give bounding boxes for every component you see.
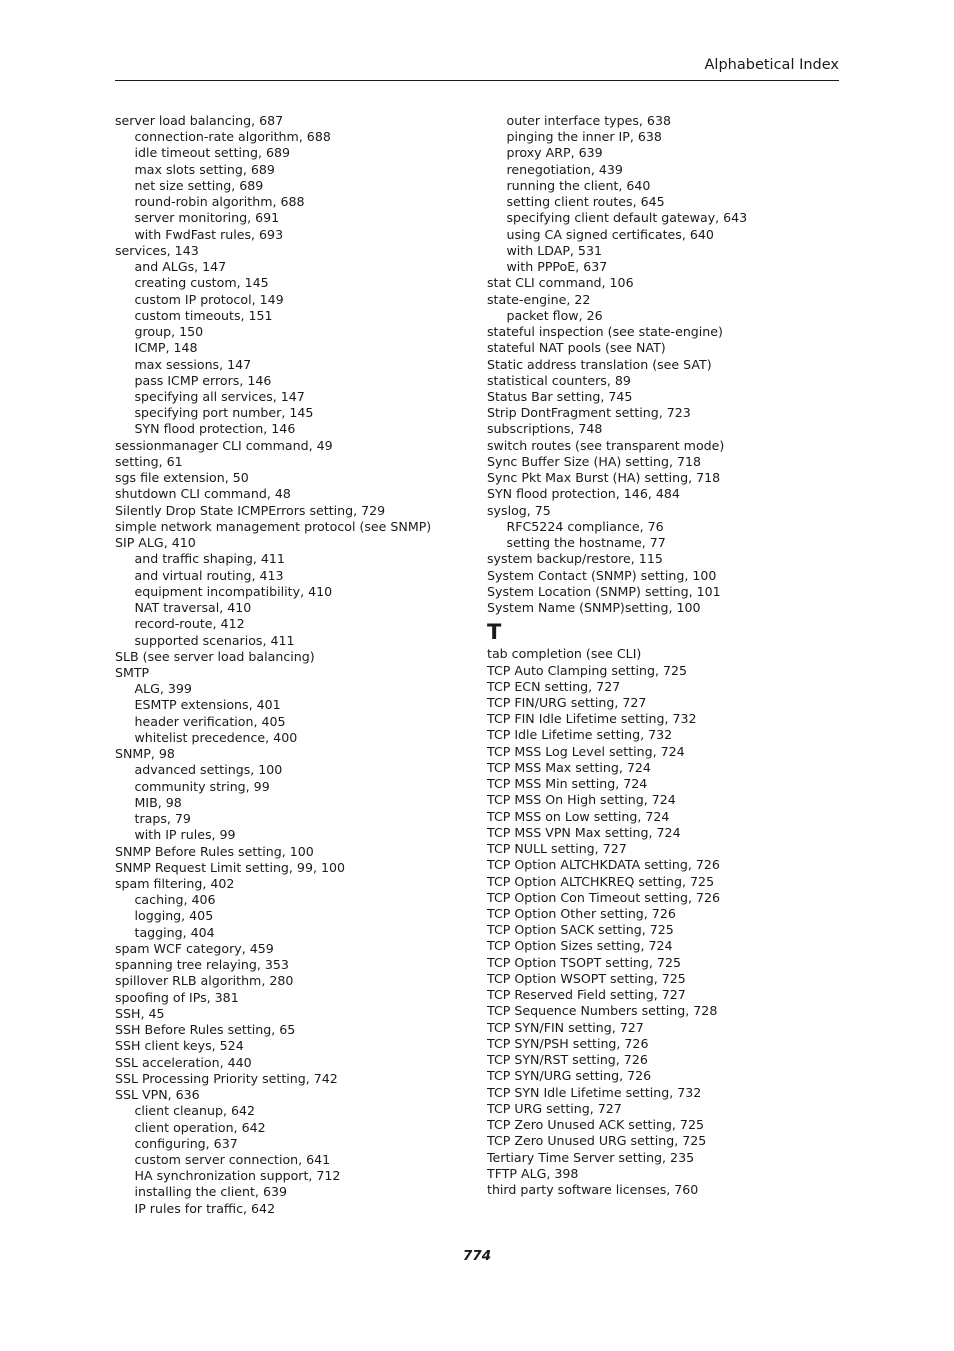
index-entry: Tertiary Time Server setting, 235 <box>487 1149 695 1165</box>
index-subentry: MIB, 98 <box>134 794 182 810</box>
index-subentry: and virtual routing, 413 <box>134 567 284 583</box>
index-entry: TCP Zero Unused ACK setting, 725 <box>487 1117 704 1133</box>
index-entry: SNMP Request Limit setting, 99, 100 <box>115 859 345 875</box>
index-entry: spam WCF category, 459 <box>115 940 274 956</box>
index-entry: TCP Option Con Timeout setting, 726 <box>487 889 721 905</box>
index-entry: TCP SYN/RST setting, 726 <box>487 1052 648 1068</box>
index-entry: SNMP, 98 <box>115 746 175 762</box>
index-entry: third party software licenses, 760 <box>487 1182 699 1197</box>
index-subentry: ALG, 399 <box>134 681 192 697</box>
index-entries-s-continued <box>487 113 839 616</box>
index-subentry: specifying all services, 147 <box>134 388 305 404</box>
index-entry: TCP MSS On High setting, 724 <box>487 792 676 808</box>
index-subentry: specifying client default gateway, 643 <box>506 210 748 226</box>
index-entry: TCP MSS Max setting, 724 <box>487 759 651 775</box>
index-entry: TCP Idle Lifetime setting, 732 <box>487 727 673 743</box>
index-subentry: setting client routes, 645 <box>506 194 665 210</box>
index-subentry: with IP rules, 99 <box>134 827 236 843</box>
index-entry: TCP Sequence Numbers setting, 728 <box>487 1003 718 1019</box>
index-subentry: tagging, 404 <box>134 924 215 940</box>
index-entry: TCP Option WSOPT setting, 725 <box>487 970 686 986</box>
index-entry: Static address translation (see SAT) <box>487 356 712 372</box>
index-subentry: equipment incompatibility, 410 <box>134 583 333 599</box>
index-subentry: specifying port number, 145 <box>134 405 314 421</box>
index-entry: setting, 61 <box>115 453 183 469</box>
index-subentry: with LDAP, 531 <box>506 242 602 258</box>
index-subentry: header verification, 405 <box>134 713 286 729</box>
page-header-title: Alphabetical Index <box>704 57 839 73</box>
index-entry: SSH Before Rules setting, 65 <box>115 1022 296 1038</box>
index-entry: SYN flood protection, 146, 484 <box>487 486 680 502</box>
index-entry: TCP MSS on Low setting, 724 <box>487 808 670 824</box>
index-subentry: record-route, 412 <box>134 616 245 632</box>
index-entry: Strip DontFragment setting, 723 <box>487 405 691 421</box>
index-entry: shutdown CLI command, 48 <box>115 486 291 502</box>
index-entry: TCP SYN/PSH setting, 726 <box>487 1035 649 1051</box>
index-column-left <box>115 113 465 1217</box>
index-entry: SNMP Before Rules setting, 100 <box>115 843 314 859</box>
index-entry: SLB (see server load balancing) <box>115 648 315 664</box>
index-subentry: supported scenarios, 411 <box>134 632 295 648</box>
index-entry: System Name (SNMP)setting, 100 <box>487 600 701 616</box>
index-entry: services, 143 <box>115 242 199 258</box>
index-entry: TCP SYN Idle Lifetime setting, 732 <box>487 1084 702 1100</box>
index-subentry: ESMTP extensions, 401 <box>134 697 281 713</box>
index-subentry: using CA signed certificates, 640 <box>506 226 714 242</box>
index-entry: tab completion (see CLI) <box>487 646 642 662</box>
index-entry: switch routes (see transparent mode) <box>487 437 725 453</box>
index-entry: statistical counters, 89 <box>487 372 631 388</box>
index-entry: TCP MSS VPN Max setting, 724 <box>487 824 681 840</box>
index-subentry: logging, 405 <box>134 908 214 924</box>
index-entry: TCP Option ALTCHKREQ setting, 725 <box>487 873 715 889</box>
index-subentry: custom timeouts, 151 <box>134 307 273 323</box>
index-entry: TCP FIN Idle Lifetime setting, 732 <box>487 711 697 727</box>
index-subentry: SYN flood protection, 146 <box>134 421 296 437</box>
index-subentry: RFC5224 compliance, 76 <box>506 518 664 534</box>
index-entry: TCP Option ALTCHKDATA setting, 726 <box>487 857 720 873</box>
index-subentry: traps, 79 <box>134 811 191 827</box>
index-subentry: pinging the inner IP, 638 <box>506 129 662 145</box>
index-entry: SSH, 45 <box>115 1005 165 1021</box>
index-entry: stat CLI command, 106 <box>487 275 634 291</box>
index-subentry: and ALGs, 147 <box>134 259 227 275</box>
index-subentry: max sessions, 147 <box>134 356 252 372</box>
index-entry: SIP ALG, 410 <box>115 535 196 551</box>
index-entry: spam filtering, 402 <box>115 876 235 892</box>
index-subentry: round-robin algorithm, 688 <box>134 194 305 210</box>
index-subentry: group, 150 <box>134 324 204 340</box>
index-entry: TFTP ALG, 398 <box>487 1165 579 1181</box>
index-entry: spillover RLB algorithm, 280 <box>115 973 294 989</box>
index-entry: TCP Auto Clamping setting, 725 <box>487 662 688 678</box>
index-subentry: connection-rate algorithm, 688 <box>134 129 331 145</box>
index-entry: stateful inspection (see state-engine) <box>487 324 723 340</box>
index-column-right <box>487 113 839 1198</box>
index-subentry: custom IP protocol, 149 <box>134 291 284 307</box>
section-letter-heading: T <box>487 620 502 645</box>
index-entry: TCP MSS Min setting, 724 <box>487 776 648 792</box>
index-entry: Silently Drop State ICMPErrors setting, 729 <box>115 502 386 518</box>
index-subentry: setting the hostname, 77 <box>506 535 666 551</box>
index-subentry: caching, 406 <box>134 892 216 908</box>
index-entry: subscriptions, 748 <box>487 421 603 437</box>
index-subentry: with PPPoE, 637 <box>506 259 608 275</box>
index-entry: server load balancing, 687 <box>115 113 284 128</box>
index-subentry: net size setting, 689 <box>134 177 264 193</box>
page-number: 774 <box>462 1248 492 1264</box>
index-entry: state-engine, 22 <box>487 291 591 307</box>
index-subentry: installing the client, 639 <box>134 1184 287 1200</box>
index-entry: SSL Processing Priority setting, 742 <box>115 1070 338 1086</box>
index-entry: spoofing of IPs, 381 <box>115 989 239 1005</box>
index-entry: sessionmanager CLI command, 49 <box>115 437 333 453</box>
index-entry: TCP ECN setting, 727 <box>487 678 621 694</box>
index-subentry: community string, 99 <box>134 778 270 794</box>
index-entry: system backup/restore, 115 <box>487 551 663 567</box>
index-subentry: ICMP, 148 <box>134 340 198 356</box>
index-subentry: creating custom, 145 <box>134 275 269 291</box>
index-subentry: IP rules for traffic, 642 <box>134 1200 276 1216</box>
index-subentry: HA synchronization support, 712 <box>134 1168 341 1184</box>
index-subentry: whitelist precedence, 400 <box>134 729 298 745</box>
index-entry: TCP MSS Log Level setting, 724 <box>487 743 685 759</box>
index-entry: syslog, 75 <box>487 502 551 518</box>
index-entry: TCP Zero Unused URG setting, 725 <box>487 1133 707 1149</box>
index-entry: Sync Buffer Size (HA) setting, 718 <box>487 453 702 469</box>
index-subentry: client cleanup, 642 <box>134 1103 255 1119</box>
index-entry: TCP SYN/FIN setting, 727 <box>487 1019 644 1035</box>
index-entry: SSL acceleration, 440 <box>115 1054 252 1070</box>
index-entry: Sync Pkt Max Burst (HA) setting, 718 <box>487 470 721 486</box>
index-entry: SSH client keys, 524 <box>115 1038 244 1054</box>
index-subentry: running the client, 640 <box>506 177 651 193</box>
index-subentry: max slots setting, 689 <box>134 161 275 177</box>
header-divider <box>115 80 839 81</box>
index-subentry: proxy ARP, 639 <box>506 145 603 161</box>
index-entry: TCP Option Sizes setting, 724 <box>487 938 673 954</box>
index-entry: TCP Option Other setting, 726 <box>487 906 676 922</box>
index-subentry: NAT traversal, 410 <box>134 600 252 616</box>
index-subentry: outer interface types, 638 <box>506 113 671 128</box>
index-subentry: client operation, 642 <box>134 1119 266 1135</box>
index-subentry: configuring, 637 <box>134 1135 238 1151</box>
index-entry: TCP URG setting, 727 <box>487 1100 622 1116</box>
index-subentry: server monitoring, 691 <box>134 210 280 226</box>
index-entry: Status Bar setting, 745 <box>487 388 633 404</box>
index-entry: TCP Option TSOPT setting, 725 <box>487 954 681 970</box>
index-entry: System Location (SNMP) setting, 101 <box>487 583 721 599</box>
index-entry: SMTP <box>115 664 150 680</box>
index-entry: TCP Reserved Field setting, 727 <box>487 987 686 1003</box>
index-subentry: renegotiation, 439 <box>506 161 623 177</box>
index-entry: System Contact (SNMP) setting, 100 <box>487 567 717 583</box>
index-entry: TCP NULL setting, 727 <box>487 841 627 857</box>
index-subentry: pass ICMP errors, 146 <box>134 372 272 388</box>
index-entries-t <box>487 646 839 1198</box>
index-subentry: advanced settings, 100 <box>134 762 283 778</box>
index-entry: TCP SYN/URG setting, 726 <box>487 1068 652 1084</box>
index-subentry: and traffic shaping, 411 <box>134 551 285 567</box>
index-entry: simple network management protocol (see SNMP) <box>115 518 432 534</box>
index-entry: spanning tree relaying, 353 <box>115 957 289 973</box>
index-subentry: idle timeout setting, 689 <box>134 145 291 161</box>
index-entry: SSL VPN, 636 <box>115 1087 200 1103</box>
index-entry: stateful NAT pools (see NAT) <box>487 340 666 356</box>
index-entry: TCP FIN/URG setting, 727 <box>487 694 647 710</box>
index-subentry: custom server connection, 641 <box>134 1152 331 1167</box>
index-subentry: packet flow, 26 <box>506 307 603 323</box>
index-entry: sgs file extension, 50 <box>115 470 249 486</box>
index-subentry: with FwdFast rules, 693 <box>134 226 284 242</box>
index-entry: TCP Option SACK setting, 725 <box>487 922 674 938</box>
